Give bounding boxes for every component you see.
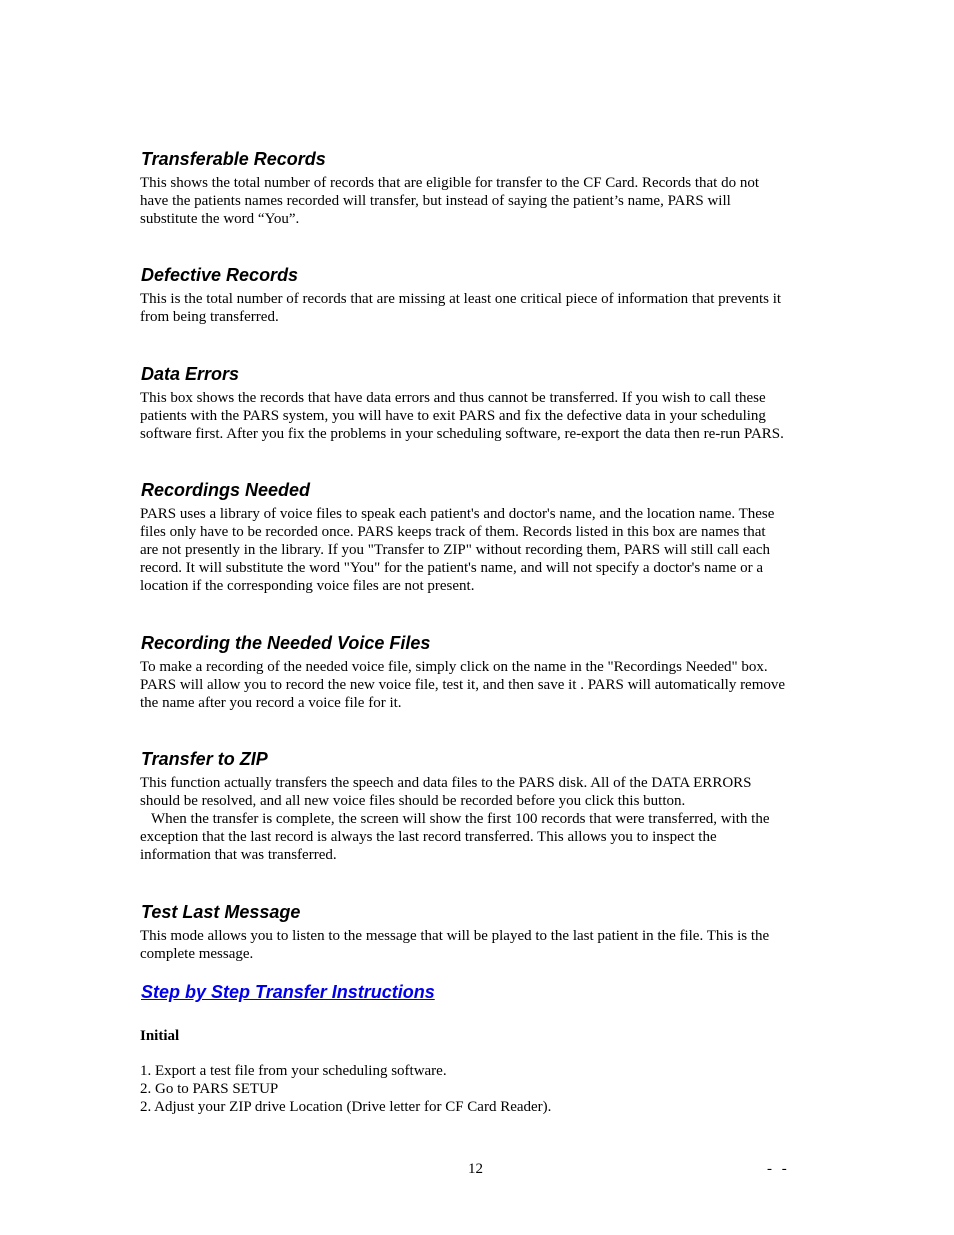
section-transferable-records [140, 148, 816, 228]
section-defective-records [140, 264, 816, 326]
section-heading: Defective Records [141, 265, 299, 285]
section-test-last-message [140, 901, 816, 963]
section-body [140, 174, 816, 228]
section-heading: Recordings Needed [141, 480, 311, 500]
body-line: This is the total number of records that are missing at least one critical piece of information that prevents it [140, 291, 782, 307]
subheading-initial: Initial [140, 1028, 180, 1044]
section-body [140, 927, 816, 963]
body-line: This function actually transfers the speech and data files to the PARS disk. All of the DATA ERRORS [140, 775, 752, 791]
section-transfer-to-zip [140, 748, 816, 864]
section-body [140, 774, 816, 864]
page-number: 12 [468, 1161, 483, 1177]
body-line: This shows the total number of records that are eligible for transfer to the CF Card. Records that do not [140, 175, 760, 191]
section-heading: Data Errors [141, 364, 240, 384]
body-line: should be resolved, and all new voice files should be recorded before you click this button. [140, 793, 686, 809]
section-heading: Test Last Message [141, 902, 301, 922]
body-line: PARS will allow you to record the new voice file, test it, and then save it . PARS will automatically remove [140, 677, 786, 693]
steps-list [140, 1062, 551, 1116]
footer-mark: - - [767, 1161, 790, 1177]
body-line: patients with the PARS system, you will have to exit PARS and fix the defective data in your scheduling [140, 408, 766, 424]
section-body [140, 290, 816, 326]
body-line: have the patients names recorded will transfer, but instead of saying the patient’s name, PARS will [140, 193, 731, 209]
body-line: PARS uses a library of voice files to speak each patient's and doctor's name, and the location name. These [140, 506, 775, 522]
body-line: When the transfer is complete, the screen will show the first 100 records that were transferred, with the [140, 811, 770, 827]
body-line: substitute the word “You”. [140, 211, 300, 227]
body-line: To make a recording of the needed voice file, simply click on the name in the "Recordings Needed" box. [140, 659, 768, 675]
body-line: location if the corresponding voice files are not present. [140, 578, 475, 594]
list-item: 1. Export a test file from your scheduling software. [140, 1063, 447, 1079]
list-item: 2. Adjust your ZIP drive Location (Drive letter for CF Card Reader). [140, 1099, 552, 1115]
section-recording-voice-files [140, 632, 816, 712]
body-line: software first. After you fix the problems in your scheduling software, re-export the data then re-run PARS. [140, 426, 784, 442]
body-line: record. It will substitute the word "You" for the patient's name, and will not specify a doctor's name or a [140, 560, 764, 576]
section-heading: Transferable Records [141, 149, 326, 169]
section-body [140, 658, 816, 712]
body-line: the name after you record a voice file for it. [140, 695, 402, 711]
step-by-step-link[interactable]: Step by Step Transfer Instructions [141, 982, 435, 1002]
body-line: are not presently in the library. If you "Transfer to ZIP" without recording them, PARS will still call each [140, 542, 771, 558]
section-body [140, 505, 816, 595]
section-heading: Recording the Needed Voice Files [141, 633, 431, 653]
section-step-by-step [140, 981, 816, 1003]
body-line: from being transferred. [140, 309, 279, 325]
body-line: files only have to be recorded once. PARS keeps track of them. Records listed in this box are names that [140, 524, 766, 540]
body-line: complete message. [140, 946, 254, 962]
section-data-errors [140, 363, 816, 443]
body-line: information that was transferred. [140, 847, 337, 863]
body-line: exception that the last record is always the last record transferred. This allows you to inspect the [140, 829, 717, 845]
section-recordings-needed [140, 479, 816, 595]
body-line: This mode allows you to listen to the message that will be played to the last patient in the file. This is the [140, 928, 770, 944]
list-item: 2. Go to PARS SETUP [140, 1081, 279, 1097]
body-line: This box shows the records that have data errors and thus cannot be transferred. If you wish to call these [140, 390, 766, 406]
section-heading: Transfer to ZIP [141, 749, 268, 769]
section-body [140, 389, 816, 443]
